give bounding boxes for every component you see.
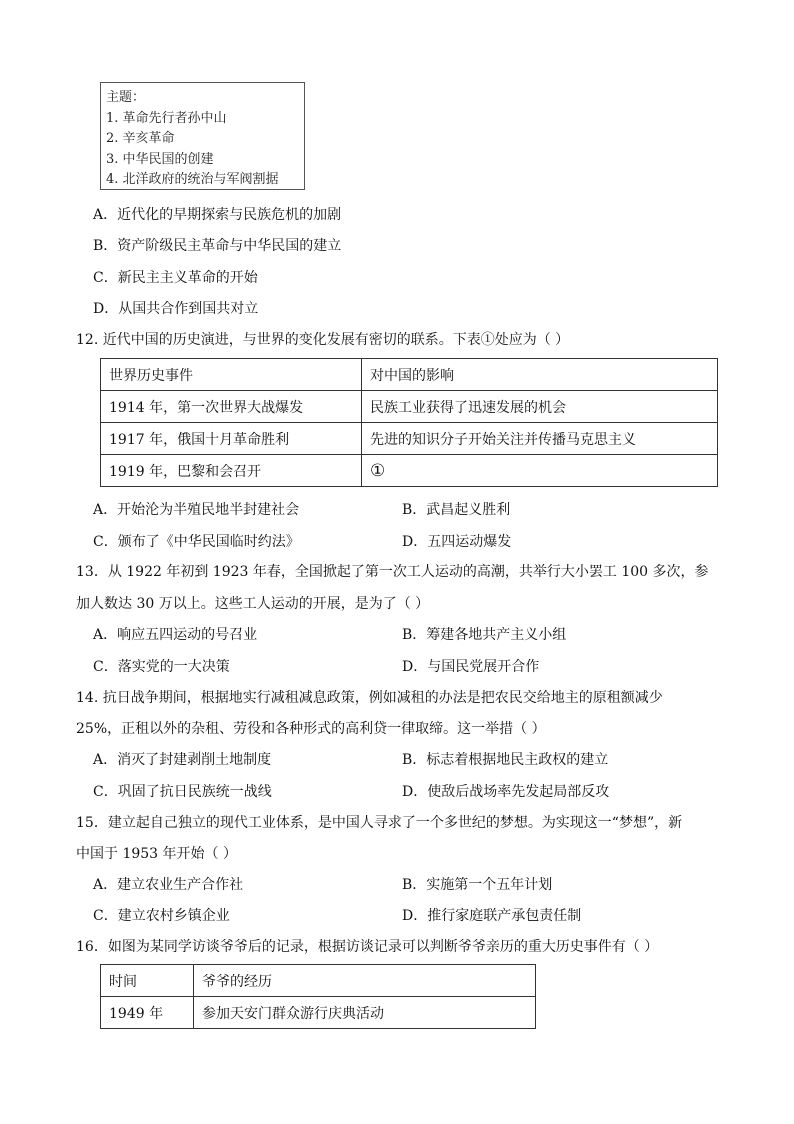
table-row: [101, 391, 718, 423]
theme-title: 主题：: [106, 90, 146, 105]
table-row: [101, 997, 536, 1029]
q14-option-b: B．标志着根据地民主政权的建立: [402, 752, 609, 768]
q12-stem: 12. 近代中国的历史演进，与世界的变化发展有密切的联系。下表①处应为（ ）: [76, 332, 570, 348]
q12-option-d: D．五四运动爆发: [402, 534, 512, 550]
table-cell: 先进的知识分子开始关注并传播马克思主义: [362, 423, 718, 455]
q14-option-d: D．使敌后战场率先发起局部反攻: [402, 784, 610, 800]
q15-stem-line2: 中国于 1953 年开始（ ）: [76, 846, 237, 862]
q11-option-b: B．资产阶级民主革命与中华民国的建立: [93, 238, 342, 254]
q12-table: [100, 358, 718, 487]
q13-option-d: D．与国民党展开合作: [402, 659, 540, 675]
table-cell: 1914 年，第一次世界大战爆发: [101, 391, 362, 423]
q11-option-a: A．近代化的早期探索与民族危机的加剧: [93, 207, 342, 223]
q16-stem: 16．如图为某同学访谈爷爷后的记录，根据访谈记录可以判断爷爷亲历的重大历史事件有（ ）: [76, 939, 659, 955]
theme-item: 1. 革命先行者孙中山: [106, 110, 227, 126]
q15-option-d: D．推行家庭联产承包责任制: [402, 908, 582, 924]
table-row: [101, 965, 536, 997]
q16-table: [100, 964, 536, 1029]
q15-option-b: B．实施第一个五年计划: [402, 877, 553, 893]
q13-stem-line2: 加人数达 30 万以上。这些工人运动的开展，是为了（ ）: [76, 596, 430, 612]
table-header: 时间: [101, 965, 194, 997]
table-cell: 1919 年，巴黎和会召开: [101, 455, 362, 487]
q15-stem-line1: 15．建立起自己独立的现代工业体系，是中国人寻求了一个多世纪的梦想。为实现这一“梦想”，新: [76, 815, 683, 831]
q15-option-c: C．建立农村乡镇企业: [93, 908, 230, 924]
table-cell: 参加天安门群众游行庆典活动: [194, 997, 536, 1029]
q14-option-c: C．巩固了抗日民族统一战线: [93, 784, 272, 800]
theme-item: 2. 辛亥革命: [106, 131, 175, 146]
q13-option-b: B．筹建各地共产主义小组: [402, 627, 567, 643]
q12-option-c: C．颁布了《中华民国临时约法》: [93, 534, 300, 550]
q13-option-a: A．响应五四运动的号召业: [93, 627, 258, 643]
table-cell: ①: [362, 455, 718, 487]
theme-item: 3. 中华民国的创建: [106, 151, 214, 167]
table-cell: 1949 年: [101, 997, 194, 1029]
q12-option-b: B．武昌起义胜利: [402, 502, 511, 518]
q14-option-a: A．消灭了封建剥削土地制度: [93, 752, 272, 768]
table-row: [101, 423, 718, 455]
q13-option-c: C．落实党的一大决策: [93, 659, 230, 675]
q11-option-d: D．从国共合作到国共对立: [93, 301, 259, 317]
table-cell: 1917 年，俄国十月革命胜利: [101, 423, 362, 455]
table-header: 世界历史事件: [101, 359, 362, 391]
q13-stem-line1: 13．从 1922 年初到 1923 年春，全国掀起了第一次工人运动的高潮，共举行大小罢工 100 多次，参: [76, 564, 709, 580]
q12-option-a: A．开始沦为半殖民地半封建社会: [93, 502, 300, 518]
table-header: 对中国的影响: [362, 359, 718, 391]
q14-stem-line2: 25%，正租以外的杂租、劳役和各种形式的高利贷一律取缔。这一举措（ ）: [76, 721, 546, 737]
theme-box: [100, 82, 305, 190]
q11-option-c: C．新民主主义革命的开始: [93, 270, 258, 286]
table-row: [101, 455, 718, 487]
table-header: 爷爷的经历: [194, 965, 536, 997]
q15-option-a: A．建立农业生产合作社: [93, 877, 244, 893]
q14-stem-line1: 14. 抗日战争期间，根据地实行减租减息政策，例如减租的办法是把农民交给地主的原租额减少: [76, 690, 663, 706]
table-cell: 民族工业获得了迅速发展的机会: [362, 391, 718, 423]
table-row: [101, 359, 718, 391]
theme-item: 4. 北洋政府的统治与军阀割据: [106, 172, 279, 187]
